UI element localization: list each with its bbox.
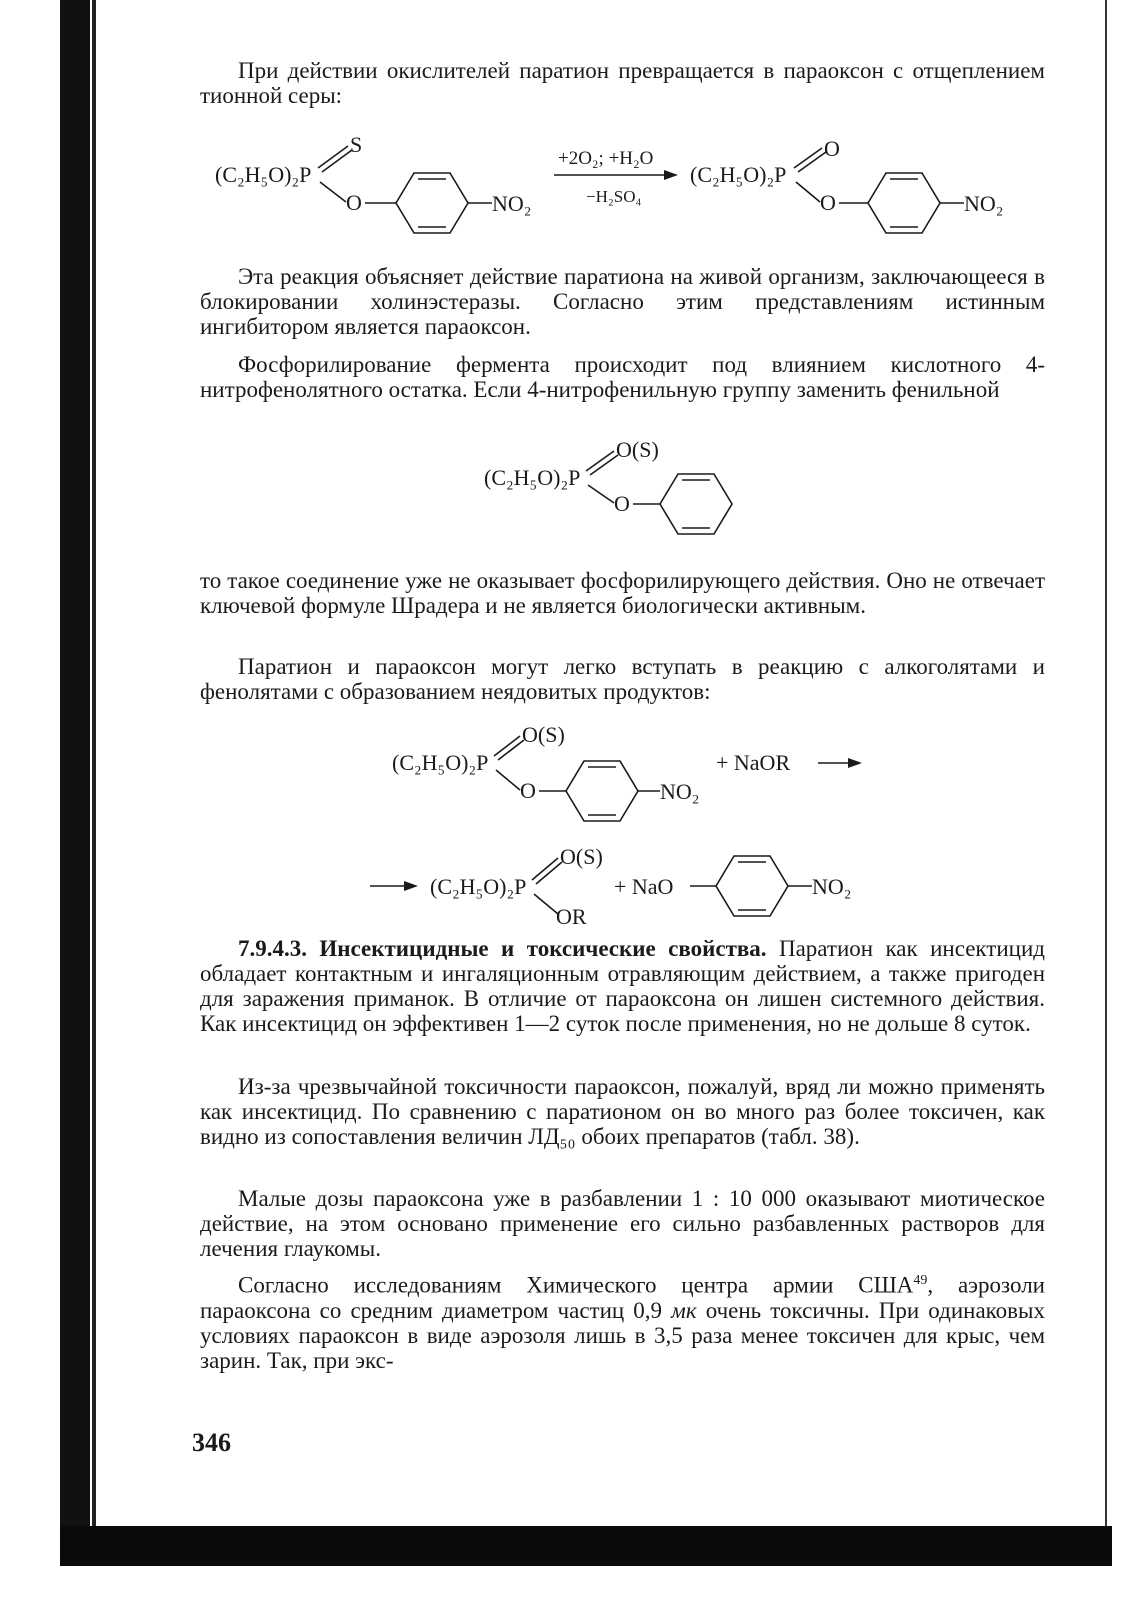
reactant-phosphorus-group: (C₂H₅O)₂P bbox=[392, 750, 489, 775]
unit-micron: мк bbox=[671, 1297, 697, 1323]
aerosol-text-a: Согласно исследованиям Химического центра армии США bbox=[238, 1272, 914, 1298]
reagent-naor: + NaOR bbox=[716, 750, 791, 775]
scan-left-edge-line bbox=[92, 0, 96, 1545]
reagents-above-arrow: +2O₂; +H₂O bbox=[558, 148, 654, 169]
parathion-nitro-group: NO₂ bbox=[492, 191, 532, 216]
paragraph-aerosol-research bbox=[200, 1268, 1045, 1373]
product-oxo-thio: O(S) bbox=[560, 844, 603, 869]
product-nitro-group: NO₂ bbox=[812, 874, 852, 899]
paragraph-mechanism: Эта реакция объясняет действие паратиона на живой организм, заключающееся в блокировании холинэстеразы. Согласно этим представлениям истинным ингибитором является параоксон. bbox=[200, 264, 1045, 339]
page-number: 346 bbox=[192, 1428, 231, 1457]
paraoxon-oxo-oxygen: O bbox=[824, 136, 840, 161]
paragraph-insecticidal-properties bbox=[200, 936, 1045, 1036]
scan-bottom-edge bbox=[60, 1526, 1112, 1566]
phenyl-analog-phosphorus-group: (C₂H₅O)₂P bbox=[484, 465, 581, 490]
paragraph-miotic-effect: Малые дозы параоксона уже в разбавлении 1 : 10 000 оказывают миотическое действие, на этом основано применение его сильно разбавленных растворов для лечения глаукомы. bbox=[200, 1186, 1045, 1261]
paragraph-alcoholates: Паратион и параоксон могут легко вступать в реакцию с алкоголятами и фенолятами с образованием неядовитых продуктов: bbox=[200, 654, 1045, 704]
product-alkoxy-group: OR bbox=[556, 904, 587, 929]
phenyl-analog-ester-oxygen: O bbox=[614, 491, 630, 516]
parathion-thiono-sulfur: S bbox=[350, 132, 363, 157]
product-phosphorus-group: (C₂H₅O)₂P bbox=[430, 874, 527, 899]
parathion-structure bbox=[215, 132, 531, 233]
footnote-ref: 49 bbox=[913, 1273, 928, 1288]
section-heading: 7.9.4.3. Инсектицидные и токсические свойства. bbox=[238, 936, 767, 961]
paragraph-oxidation: При действии окислителей паратион превращается в параоксон с отщеплением тионной серы: bbox=[200, 58, 1045, 108]
aerosol-text-b: , аэрозоли параоксона со средним диаметром частиц 0,9 bbox=[200, 1272, 1045, 1323]
reactant-ester-oxygen: O bbox=[520, 778, 536, 803]
reaction-arrow-1 bbox=[554, 148, 678, 206]
phenyl-analog-structure bbox=[480, 435, 780, 550]
paragraph-toxicity: Из-за чрезвычайной токсичности параоксон, пожалуй, вряд ли можно применять как инсектицид. По сравнению с паратионом он во много раз более токсичен, как видно из сопоставления величин ЛД₅₀ обоих препаратов (табл. 38). bbox=[200, 1074, 1045, 1149]
byproduct-below-arrow: −H₂SO₄ bbox=[586, 187, 642, 206]
reactant-nitro-group: NO₂ bbox=[660, 779, 700, 804]
reactant-oxo-thio: O(S) bbox=[522, 722, 565, 747]
paraoxon-nitro-group: NO₂ bbox=[964, 191, 1004, 216]
scan-left-edge bbox=[60, 0, 90, 1545]
paraoxon-phosphorus-group: (C₂H₅O)₂P bbox=[690, 162, 787, 187]
paragraph-phosphorylation: Фосфорилирование фермента происходит под влиянием кислотного 4-нитрофенолятного остатка. Если 4-нитрофенильную группу заменить фенильной bbox=[200, 352, 1045, 402]
product-sodium-phenolate: + NaO bbox=[614, 874, 674, 899]
parathion-ester-oxygen: O bbox=[346, 190, 362, 215]
paragraph-insecticidal-text: Паратион как инсектицид обладает контактным и ингаляционным отравляющим действием, а также пригоден для заражения приманок. В отличие от параоксона он лишен системного действия. Как инсектицид он эффективен 1—2 суток после применения, но не дольше 8 суток. bbox=[200, 936, 1045, 1036]
reaction-with-naor bbox=[360, 712, 880, 827]
paragraph-inactivity: то такое соединение уже не оказывает фосфорилирующего действия. Оно не отвечает ключевой формуле Шрадера и не является биологически активным. bbox=[200, 568, 1045, 618]
reaction-parathion-to-paraoxon bbox=[200, 130, 1060, 250]
scan-right-edge bbox=[1105, 0, 1107, 1530]
phenyl-analog-oxo-thio: O(S) bbox=[616, 437, 659, 462]
paraoxon-structure bbox=[690, 136, 1003, 233]
aerosol-text-c: очень токсичны. При одинаковых условиях параоксон в виде аэрозоля лишь в 3,5 раза менее токсичен для крыс, чем зарин. Так, при экс- bbox=[200, 1297, 1045, 1373]
reaction-products bbox=[360, 824, 900, 939]
parathion-phosphorus-group: (C₂H₅O)₂P bbox=[215, 162, 312, 187]
paraoxon-ester-oxygen: O bbox=[820, 190, 836, 215]
